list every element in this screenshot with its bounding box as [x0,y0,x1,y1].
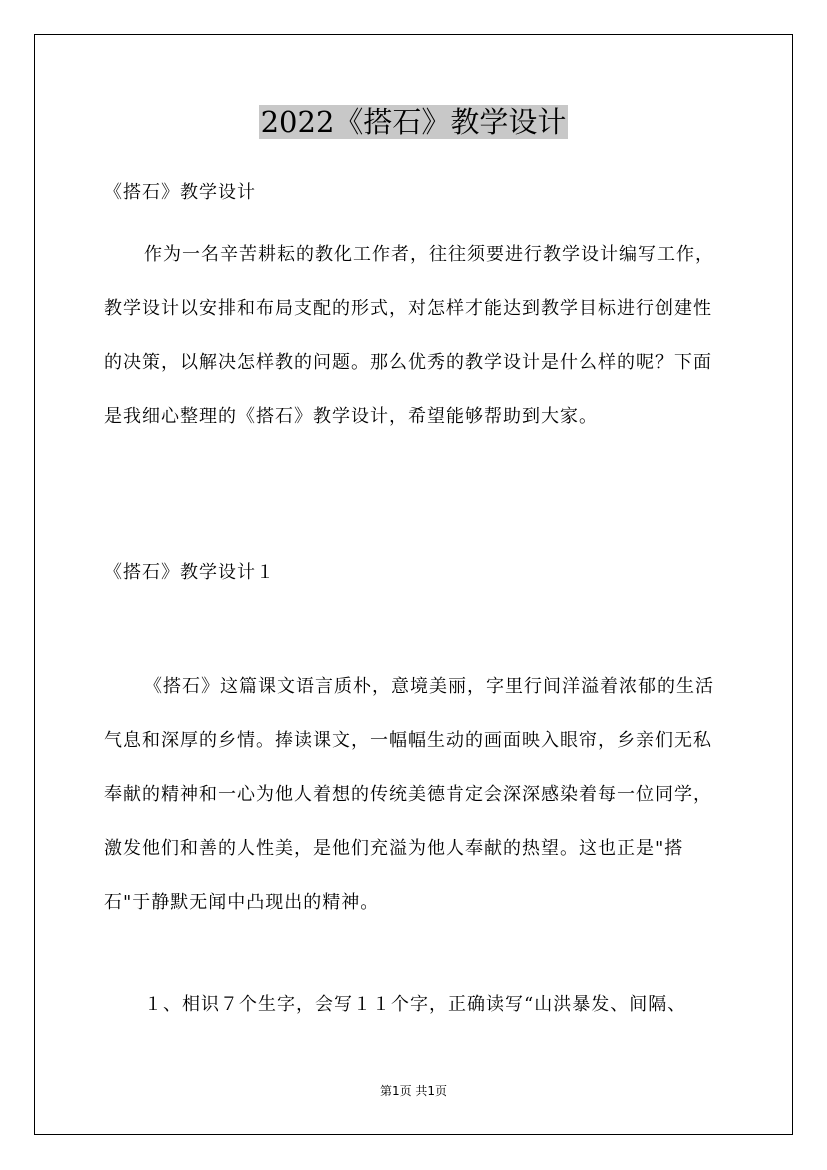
body-paragraph-2: １、相识７个生字，会写１１个字，正确读写“山洪暴发、间隔、 [144,994,687,1015]
document-subtitle: 《搭石》教学设计 [104,182,256,203]
body-paragraph-1: 《搭石》这篇课文语言质朴，意境美丽，字里行间洋溢着浓郁的生活气息和深厚的乡情。捧读课文，一幅幅生动的画面映入眼帘，乡亲们无私奉献的精神和一心为他人着想的传统美德肯定会深深感染着每一位同学，激发他们和善的人性美，是他们充溢为他人奉献的热望。这也正是"搭石"于静默无闻中凸现出的精神。 [104,676,714,913]
page-footer: 第1页 共1页 [379,1084,448,1098]
intro-paragraph: 作为一名辛苦耕耘的教化工作者，往往须要进行教学设计编写工作，教学设计以安排和布局支配的形式，对怎样才能达到教学目标进行创建性的决策，以解决怎样教的问题。那么优秀的教学设计是什么样的呢？下面是我细心整理的《搭石》教学设计，希望能够帮助到大家。 [104,244,714,427]
document-title [0,102,827,142]
document-title-text: 2022《搭石》教学设计 [260,105,567,139]
section-heading: 《搭石》教学设计１ [104,562,275,583]
